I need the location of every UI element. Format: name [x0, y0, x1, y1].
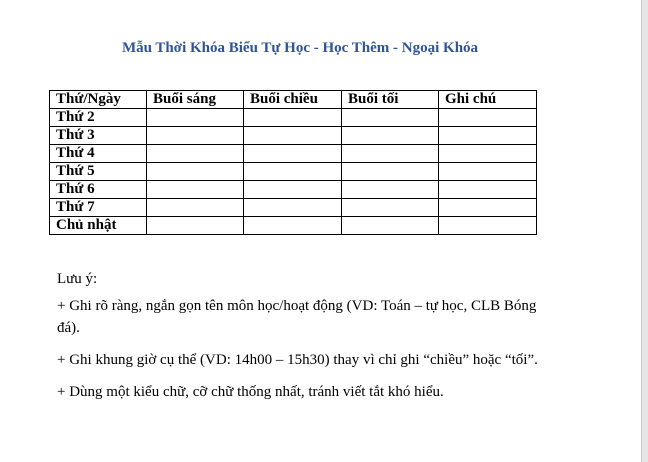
- schedule-table[interactable]: [49, 90, 537, 235]
- header-notes[interactable]: Ghi chú: [439, 91, 537, 109]
- row-day-label[interactable]: Chủ nhật: [50, 217, 147, 235]
- table-cell[interactable]: [147, 217, 244, 235]
- table-cell[interactable]: [244, 199, 342, 217]
- row-day-label[interactable]: Thứ 2: [50, 109, 147, 127]
- table-cell[interactable]: [342, 127, 439, 145]
- table-cell[interactable]: [147, 199, 244, 217]
- table-cell[interactable]: [439, 181, 537, 199]
- notes-heading[interactable]: Lưu ý:: [57, 271, 98, 287]
- table-cell[interactable]: [147, 181, 244, 199]
- table-cell[interactable]: [439, 145, 537, 163]
- table-cell[interactable]: [147, 127, 244, 145]
- table-cell[interactable]: [244, 109, 342, 127]
- table-cell[interactable]: [244, 181, 342, 199]
- table-cell[interactable]: [147, 109, 244, 127]
- row-day-label[interactable]: Thứ 7: [50, 199, 147, 217]
- notes-section: [57, 268, 547, 413]
- table-header-row: [50, 91, 537, 109]
- table-cell[interactable]: [439, 217, 537, 235]
- table-cell[interactable]: [439, 109, 537, 127]
- table-cell[interactable]: [439, 163, 537, 181]
- header-day[interactable]: Thứ/Ngày: [50, 91, 147, 109]
- header-evening[interactable]: Buổi tối: [342, 91, 439, 109]
- table-cell[interactable]: [342, 217, 439, 235]
- table-row: [50, 127, 537, 145]
- table-row: [50, 109, 537, 127]
- header-afternoon[interactable]: Buổi chiều: [244, 91, 342, 109]
- table-row: [50, 163, 537, 181]
- table-cell[interactable]: [147, 163, 244, 181]
- table-cell[interactable]: [439, 127, 537, 145]
- table-cell[interactable]: [244, 145, 342, 163]
- row-day-label[interactable]: Thứ 3: [50, 127, 147, 145]
- row-day-label[interactable]: Thứ 4: [50, 145, 147, 163]
- note-item[interactable]: + Ghi khung giờ cụ thể (VD: 14h00 – 15h30) thay vì chỉ ghi “chiều” hoặc “tối”.: [57, 352, 538, 368]
- document-title: Mẫu Thời Khóa Biểu Tự Học - Học Thêm - Ngoại Khóa: [121, 40, 479, 56]
- table-row: [50, 145, 537, 163]
- table-cell[interactable]: [342, 163, 439, 181]
- note-item[interactable]: + Dùng một kiểu chữ, cỡ chữ thống nhất, tránh viết tắt khó hiểu.: [57, 384, 444, 400]
- header-morning[interactable]: Buổi sáng: [147, 91, 244, 109]
- note-item[interactable]: + Ghi rõ ràng, ngắn gọn tên môn học/hoạt động (VD: Toán – tự học, CLB Bóng đá).: [57, 298, 537, 336]
- page-edge-divider: [641, 0, 642, 462]
- table-cell[interactable]: [342, 199, 439, 217]
- table-row: [50, 217, 537, 235]
- table-cell[interactable]: [244, 163, 342, 181]
- table-cell[interactable]: [439, 199, 537, 217]
- table-cell[interactable]: [244, 127, 342, 145]
- row-day-label[interactable]: Thứ 5: [50, 163, 147, 181]
- table-cell[interactable]: [342, 145, 439, 163]
- table-row: [50, 199, 537, 217]
- table-cell[interactable]: [342, 181, 439, 199]
- table-row: [50, 181, 537, 199]
- table-cell[interactable]: [147, 145, 244, 163]
- table-cell[interactable]: [244, 217, 342, 235]
- table-cell[interactable]: [342, 109, 439, 127]
- row-day-label[interactable]: Thứ 6: [50, 181, 147, 199]
